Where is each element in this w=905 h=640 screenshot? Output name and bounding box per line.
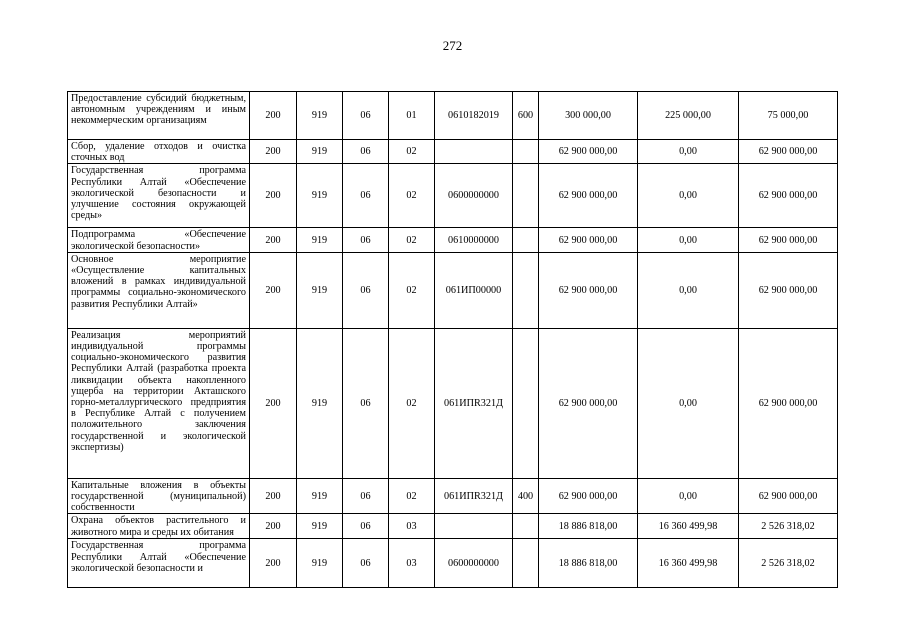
- cell-sum-3: 62 900 000,00: [739, 252, 838, 328]
- cell-sum-3: 2 526 318,02: [739, 539, 838, 588]
- cell-admin: 200: [250, 252, 297, 328]
- row-name: Подпрограмма «Обеспечение экологической безопасности»: [68, 228, 250, 252]
- cell-section: 06: [343, 164, 389, 228]
- cell-admin: 200: [250, 514, 297, 539]
- cell-admin: 200: [250, 164, 297, 228]
- cell-subsection: 03: [389, 514, 435, 539]
- cell-ministry: 919: [297, 164, 343, 228]
- cell-sum-3: 62 900 000,00: [739, 164, 838, 228]
- row-name-text: Государственная программа Республики Алтай «Обеспечение экологической безопасности и: [71, 540, 246, 574]
- row-name: Государственная программа Республики Алтай «Обеспечение экологической безопасности и улучшение состояния окружающей среды»: [68, 164, 250, 228]
- cell-expense-type: [513, 328, 539, 478]
- cell-ministry: 919: [297, 328, 343, 478]
- cell-admin: 200: [250, 92, 297, 140]
- cell-sum-1: 18 886 818,00: [539, 539, 638, 588]
- row-name: Реализация мероприятий индивидуальной программы социально-экономического развития Республики Алтай (разработка проекта ликвидации объекта накопленного ущерба на территории Акташского горно-металлургического предприятия в Республике Алтай с получением положительного заключения государственной и экологической экспертизы): [68, 328, 250, 478]
- cell-section: 06: [343, 252, 389, 328]
- cell-expense-type: [513, 140, 539, 164]
- cell-target: [435, 514, 513, 539]
- cell-ministry: 919: [297, 514, 343, 539]
- cell-admin: 200: [250, 228, 297, 252]
- cell-section: 06: [343, 478, 389, 514]
- row-name: [68, 539, 250, 588]
- cell-sum-2: 225 000,00: [638, 92, 739, 140]
- cell-sum-2: 0,00: [638, 228, 739, 252]
- cell-sum-1: 62 900 000,00: [539, 164, 638, 228]
- row-name: Предоставление субсидий бюджетным, автономным учреждениям и иным некоммерческим организациям: [68, 92, 250, 140]
- table-row: [68, 252, 838, 328]
- cell-sum-3: 62 900 000,00: [739, 328, 838, 478]
- cell-target: [435, 140, 513, 164]
- cell-sum-3: 62 900 000,00: [739, 228, 838, 252]
- cell-ministry: 919: [297, 539, 343, 588]
- table-row: [68, 514, 838, 539]
- cell-sum-2: 0,00: [638, 252, 739, 328]
- cell-subsection: 02: [389, 478, 435, 514]
- cell-admin: 200: [250, 328, 297, 478]
- cell-subsection: 03: [389, 539, 435, 588]
- row-name: Капитальные вложения в объекты государственной (муниципальной) собственности: [68, 478, 250, 514]
- cell-target: 0600000000: [435, 539, 513, 588]
- cell-section: 06: [343, 539, 389, 588]
- table-row: [68, 140, 838, 164]
- page-number: 272: [442, 38, 463, 53]
- cell-expense-type: [513, 539, 539, 588]
- cell-sum-3: 2 526 318,02: [739, 514, 838, 539]
- cell-sum-2: 0,00: [638, 328, 739, 478]
- cell-sum-2: 0,00: [638, 140, 739, 164]
- cell-ministry: 919: [297, 478, 343, 514]
- cell-sum-1: 62 900 000,00: [539, 478, 638, 514]
- table-row: [68, 478, 838, 514]
- budget-table: [67, 91, 838, 588]
- cell-admin: 200: [250, 140, 297, 164]
- cell-sum-2: 16 360 499,98: [638, 514, 739, 539]
- cell-ministry: 919: [297, 228, 343, 252]
- cell-target: 061ИПR321Д: [435, 328, 513, 478]
- cell-subsection: 02: [389, 328, 435, 478]
- cell-ministry: 919: [297, 140, 343, 164]
- table-row: [68, 164, 838, 228]
- cell-sum-2: 16 360 499,98: [638, 539, 739, 588]
- cell-ministry: 919: [297, 252, 343, 328]
- cell-expense-type: 400: [513, 478, 539, 514]
- cell-section: 06: [343, 92, 389, 140]
- cell-expense-type: 600: [513, 92, 539, 140]
- cell-section: 06: [343, 328, 389, 478]
- cell-expense-type: [513, 252, 539, 328]
- cell-sum-1: 62 900 000,00: [539, 140, 638, 164]
- cell-subsection: 02: [389, 140, 435, 164]
- cell-expense-type: [513, 228, 539, 252]
- cell-section: 06: [343, 514, 389, 539]
- cell-sum-1: 62 900 000,00: [539, 228, 638, 252]
- cell-sum-3: 75 000,00: [739, 92, 838, 140]
- cell-ministry: 919: [297, 92, 343, 140]
- cell-sum-1: 300 000,00: [539, 92, 638, 140]
- table-row: [68, 539, 838, 588]
- row-name: Сбор, удаление отходов и очистка сточных вод: [68, 140, 250, 164]
- cell-sum-3: 62 900 000,00: [739, 140, 838, 164]
- row-name: Основное мероприятие «Осуществление капитальных вложений в рамках индивидуальной программы социально-экономического развития Республики Алтай»: [68, 252, 250, 328]
- cell-subsection: 02: [389, 228, 435, 252]
- cell-sum-1: 62 900 000,00: [539, 252, 638, 328]
- cell-admin: 200: [250, 478, 297, 514]
- table-row: [68, 228, 838, 252]
- cell-section: 06: [343, 140, 389, 164]
- cell-sum-1: 62 900 000,00: [539, 328, 638, 478]
- cell-sum-3: 62 900 000,00: [739, 478, 838, 514]
- table-row: [68, 328, 838, 478]
- cell-subsection: 02: [389, 252, 435, 328]
- cell-target: 0610000000: [435, 228, 513, 252]
- cell-sum-1: 18 886 818,00: [539, 514, 638, 539]
- cell-expense-type: [513, 514, 539, 539]
- cell-subsection: 02: [389, 164, 435, 228]
- cell-target: 061ИП00000: [435, 252, 513, 328]
- cell-expense-type: [513, 164, 539, 228]
- cell-target: 0610182019: [435, 92, 513, 140]
- cell-admin: 200: [250, 539, 297, 588]
- row-name: Охрана объектов растительного и животного мира и среды их обитания: [68, 514, 250, 539]
- cell-sum-2: 0,00: [638, 478, 739, 514]
- cell-sum-2: 0,00: [638, 164, 739, 228]
- cell-section: 06: [343, 228, 389, 252]
- table-row: [68, 92, 838, 140]
- cell-target: 061ИПR321Д: [435, 478, 513, 514]
- cell-target: 0600000000: [435, 164, 513, 228]
- cell-subsection: 01: [389, 92, 435, 140]
